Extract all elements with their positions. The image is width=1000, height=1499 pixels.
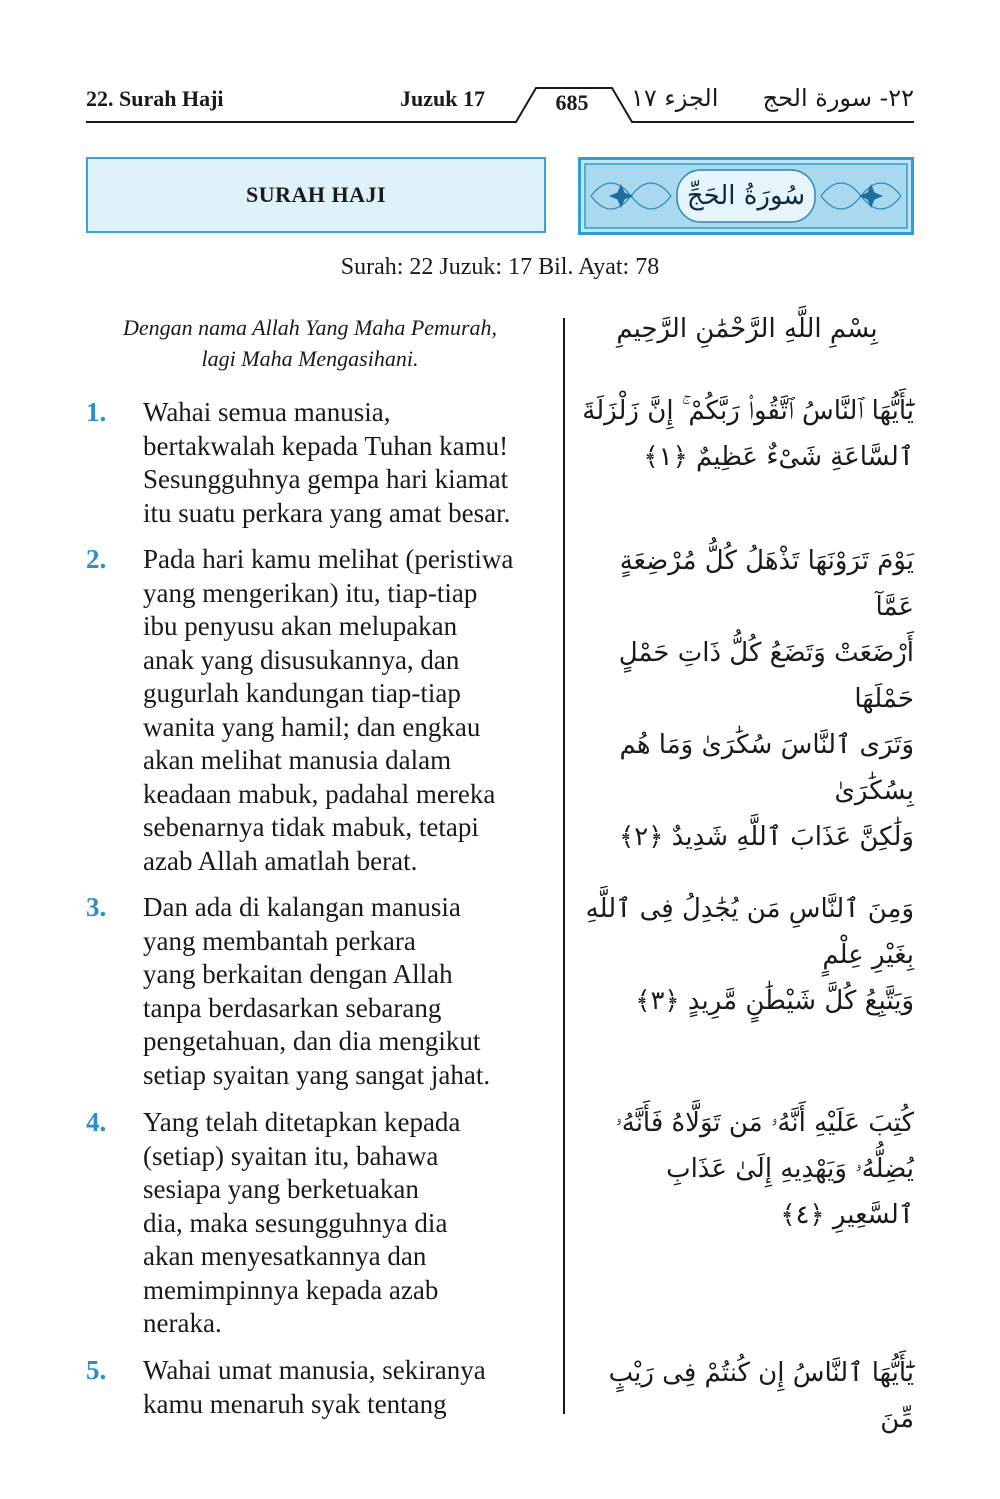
verse-line: kamu menaruh syak tentang	[143, 1388, 447, 1419]
verse-line: tanpa berdasarkan sebarang	[143, 992, 442, 1023]
verse-line: Wahai semua manusia,	[143, 397, 391, 427]
verse-arabic-2	[580, 538, 914, 860]
verse-arabic-1	[580, 388, 914, 480]
verse-translation-4	[86, 1106, 558, 1341]
page-header	[86, 84, 914, 124]
basmala-translation	[86, 312, 534, 374]
verse-line: yang mengerikan) itu, tiap-tiap	[143, 577, 478, 608]
verse-line: setiap syaitan yang sangat jahat.	[143, 1059, 491, 1090]
verse-line: azab Allah amatlah berat.	[143, 845, 418, 876]
basmala-translation-line: Dengan nama Allah Yang Maha Pemurah,	[123, 315, 497, 340]
verse-line: anak yang disusukannya, dan	[143, 644, 460, 675]
arabic-line: يَٰٓأَيُّهَا ٱلنَّاسُ إِن كُنتُمْ فِى رَيْبٍ مِّنَ	[608, 1358, 914, 1434]
verse-line: akan menyesatkannya dan	[143, 1241, 427, 1271]
verse-number: 4.	[86, 1107, 107, 1137]
verse-line: itu suatu perkara yang amat besar.	[143, 497, 511, 528]
verse-line: dia, maka sesungguhnya dia	[143, 1207, 448, 1238]
verse-number: 5.	[86, 1355, 107, 1385]
verse-line: wanita yang hamil; dan engkau	[143, 711, 481, 742]
verse-line: Wahai umat manusia, sekiranya	[143, 1355, 486, 1385]
surah-info-line: Surah: 22 Juzuk: 17 Bil. Ayat: 78	[340, 254, 660, 280]
column-divider	[563, 318, 565, 1414]
verse-line: akan melihat manusia dalam	[143, 745, 452, 775]
arabic-line: وَتَرَى ٱلنَّاسَ سُكَٰرَىٰ وَمَا هُم بِسُكَٰرَىٰ	[619, 730, 914, 806]
surah-title-ornament	[578, 157, 914, 235]
surah-title-arabic: سُورَةُ الحَجِّ	[686, 181, 806, 211]
arabic-line: وَمِنَ ٱلنَّاسِ مَن يُجَٰدِلُ فِى ٱللَّهِ بِغَيْرِ عِلْمٍ	[585, 894, 914, 970]
surah-title-box	[86, 157, 546, 233]
page-number: 685	[555, 90, 589, 115]
verse-translation-1	[86, 396, 558, 530]
header-juz-arabic: الجزء ١٧	[631, 84, 719, 112]
verse-arabic-5	[580, 1350, 914, 1442]
verse-number: 1.	[86, 397, 107, 427]
verse-line: Yang telah ditetapkan kepada	[143, 1107, 461, 1137]
arabic-line: ٱلسَّاعَةِ شَىْءٌ عَظِيمٌ ﴿١﴾	[643, 442, 914, 472]
basmala-translation-line: lagi Maha Mengasihani.	[201, 346, 419, 371]
verse-line: pengetahuan, dan dia mengikut	[143, 1026, 481, 1056]
verse-line: bertakwalah kepada Tuhan kamu!	[143, 430, 509, 461]
arabic-line: وَيَتَّبِعُ كُلَّ شَيْطَٰنٍ مَّرِيدٍ ﴿٣﴾	[635, 986, 914, 1016]
arabic-line: يَوْمَ تَرَوْنَهَا تَذْهَلُ كُلُّ مُرْضِعَةٍ عَمَّآ	[619, 546, 914, 622]
arabic-line: وَلَٰكِنَّ عَذَابَ ٱللَّهِ شَدِيدٌ ﴿٢﴾	[618, 822, 914, 852]
verse-number: 3.	[86, 892, 107, 922]
arabic-line: كُتِبَ عَلَيْهِ أَنَّهُۥ مَن تَوَلَّاهُ فَأَنَّهُۥ	[615, 1108, 914, 1138]
verse-translation-5	[86, 1354, 558, 1421]
verse-line: keadaan mabuk, padahal mereka	[143, 778, 496, 809]
basmala-arabic: بِسْمِ اللَّهِ الرَّحْمَٰنِ الرَّحِيمِ	[616, 314, 878, 344]
header-surah-label: 22. Surah Haji	[86, 86, 224, 111]
arabic-line: أَرْضَعَتْ وَتَضَعُ كُلُّ ذَاتِ حَمْلٍ حَمْلَهَا	[618, 638, 914, 714]
verse-line: (setiap) syaitan itu, bahawa	[143, 1140, 439, 1171]
verse-arabic-4	[580, 1100, 914, 1238]
verse-line: sebenarnya tidak mabuk, tetapi	[143, 812, 479, 842]
verse-line: Dan ada di kalangan manusia	[143, 892, 461, 922]
header-juz-label: Juzuk 17	[400, 86, 485, 111]
header-surah-arabic: ٢٢- سورة الحج	[762, 84, 914, 112]
arabic-line: يُضِلُّهُۥ وَيَهْدِيهِ إِلَىٰ عَذَابِ ٱلسَّعِيرِ ﴿٤﴾	[666, 1154, 914, 1230]
verse-translation-2	[86, 543, 558, 878]
verse-line: neraka.	[143, 1308, 222, 1338]
verse-line: ibu penyusu akan melupakan	[143, 611, 458, 641]
arabic-line: يَٰٓأَيُّهَا ٱلنَّاسُ ٱتَّقُوا۟ رَبَّكُمْ ۚ إِنَّ زَلْزَلَةَ	[582, 396, 914, 426]
verse-line: Pada hari kamu melihat (peristiwa	[143, 544, 514, 574]
verse-line: memimpinnya kepada azab	[143, 1274, 439, 1305]
verse-line: gugurlah kandungan tiap-tiap	[143, 678, 461, 708]
verse-line: Sesungguhnya gempa hari kiamat	[143, 464, 509, 494]
surah-title: SURAH HAJI	[245, 182, 387, 207]
verse-arabic-3	[580, 886, 914, 1024]
verse-line: yang berkaitan dengan Allah	[143, 959, 453, 989]
verse-translation-3	[86, 891, 558, 1092]
verse-number: 2.	[86, 544, 107, 574]
verse-line: yang membantah perkara	[143, 925, 416, 956]
verse-line: sesiapa yang berketuakan	[143, 1174, 419, 1204]
